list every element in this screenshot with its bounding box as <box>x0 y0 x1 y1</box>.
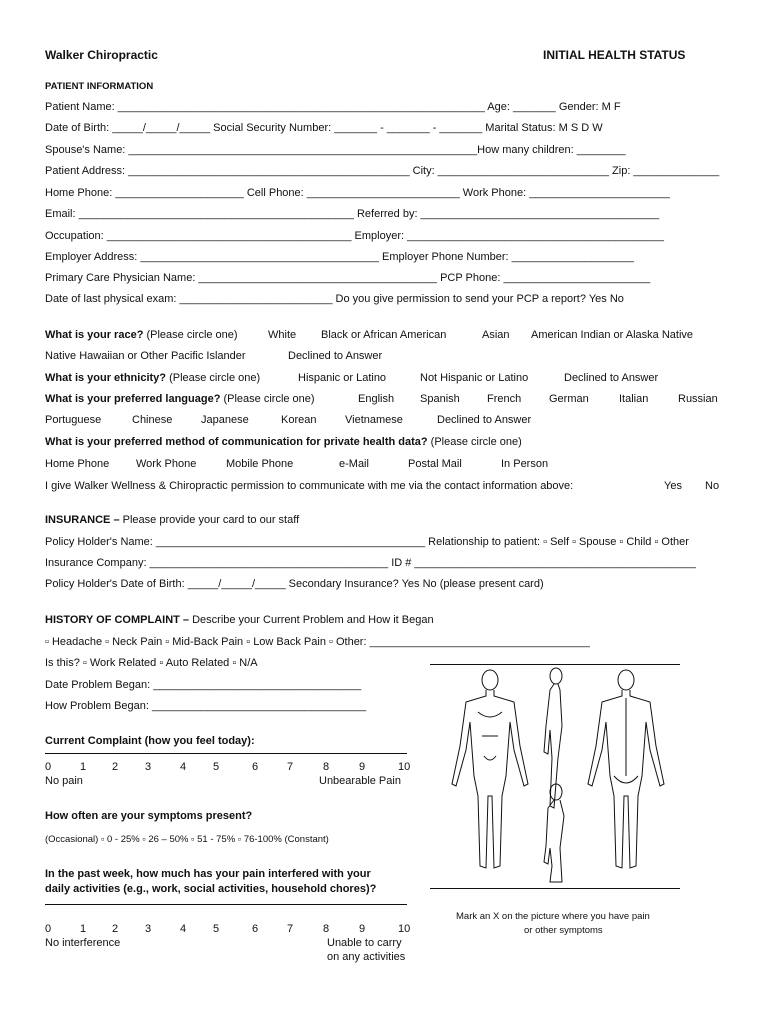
race-option-american-indian[interactable]: American Indian or Alaska Native <box>531 329 694 341</box>
diagram-bottom-rule <box>430 888 680 889</box>
interference-scale-value[interactable]: 9 <box>359 923 366 935</box>
patient-field-line[interactable]: Home Phone: _____________________ Cell Phone: _________________________ Work Phone: _______________________ <box>45 187 670 199</box>
permission-no[interactable]: No <box>705 480 720 492</box>
pain-scale-value[interactable]: 1 <box>80 761 87 773</box>
interference-scale-value[interactable]: 7 <box>287 923 294 935</box>
interference-title-line1: In the past week, how much has your pain interfered with your <box>45 868 371 880</box>
scale-high-label: Unbearable Pain <box>319 775 401 787</box>
comm-option-home-phone[interactable]: Home Phone <box>45 458 110 470</box>
complaint-heading: HISTORY OF COMPLAINT – Describe your Current Problem and How it Began <box>45 614 434 626</box>
language-option-french[interactable]: French <box>487 393 522 405</box>
form-title: INITIAL HEALTH STATUS <box>543 48 686 62</box>
interference-scale-value[interactable]: 10 <box>398 923 411 935</box>
pain-scale-value[interactable]: 0 <box>45 761 52 773</box>
race-option-declined[interactable]: Declined to Answer <box>288 350 383 362</box>
race-question: What is your race? (Please circle one) <box>45 329 238 341</box>
patient-field-line[interactable]: Spouse's Name: _________________________________________________________How many children: ________ <box>45 144 626 156</box>
policy-holder-name-field[interactable]: Policy Holder's Name: ____________________________________________ Relationship to patient: ▫ Self ▫ Spouse ▫ Child ▫ Other <box>45 536 689 548</box>
ethnicity-option-not-hispanic[interactable]: Not Hispanic or Latino <box>420 372 529 384</box>
race-option-asian[interactable]: Asian <box>482 329 510 341</box>
complaint-location-checkboxes[interactable]: ▫ Headache ▫ Neck Pain ▫ Mid-Back Pain ▫ Low Back Pain ▫ Other: ____________________________________ <box>45 636 590 648</box>
language-option-portuguese[interactable]: Portuguese <box>45 414 102 426</box>
comm-option-in-person[interactable]: In Person <box>501 458 549 470</box>
patient-field-line[interactable]: Email: _____________________________________________ Referred by: _______________________________________ <box>45 208 660 220</box>
race-option-black[interactable]: Black or African American <box>321 329 447 341</box>
divider <box>45 753 407 754</box>
date-problem-began-field[interactable]: Date Problem Began: __________________________________ <box>45 679 362 691</box>
interference-scale-value[interactable]: 3 <box>145 923 152 935</box>
language-option-chinese[interactable]: Chinese <box>132 414 173 426</box>
comm-option-email[interactable]: e-Mail <box>339 458 369 470</box>
interference-scale-value[interactable]: 5 <box>213 923 220 935</box>
interference-scale-value[interactable]: 1 <box>80 923 87 935</box>
pain-scale-value[interactable]: 10 <box>398 761 411 773</box>
how-problem-began-field[interactable]: How Problem Began: ___________________________________ <box>45 700 367 712</box>
insurance-company-field[interactable]: Insurance Company: _______________________________________ ID # ______________________________________________ <box>45 557 696 569</box>
frequency-title: How often are your symptoms present? <box>45 810 253 822</box>
frequency-checkboxes[interactable]: (Occasional) ▫ 0 - 25% ▫ 26 – 50% ▫ 51 - 75% ▫ 76-100% (Constant) <box>45 834 329 845</box>
race-option-pacific-islander[interactable]: Native Hawaiian or Other Pacific Islander <box>45 350 246 362</box>
permission-yes[interactable]: Yes <box>664 480 682 492</box>
pain-scale-value[interactable]: 2 <box>112 761 119 773</box>
patient-field-line[interactable]: Patient Address: ______________________________________________ City: ____________________________ Zip: ______________ <box>45 165 720 177</box>
patient-field-line[interactable]: Employer Address: _______________________________________ Employer Phone Number: ____________________ <box>45 251 634 263</box>
interference-high-label-2: on any activities <box>327 951 406 963</box>
language-option-korean[interactable]: Korean <box>281 414 317 426</box>
insurance-heading: INSURANCE – Please provide your card to our staff <box>45 514 300 526</box>
patient-field-line[interactable]: Patient Name: ____________________________________________________________ Age: _______ Gender: M F <box>45 101 621 113</box>
interference-scale-value[interactable]: 2 <box>112 923 119 935</box>
policy-holder-dob-field[interactable]: Policy Holder's Date of Birth: _____/_____/_____ Secondary Insurance? Yes No (please present card) <box>45 578 544 590</box>
body-diagram[interactable] <box>430 666 680 886</box>
diagram-caption-line1: Mark an X on the picture where you have pain <box>456 911 650 922</box>
interference-scale-value[interactable]: 6 <box>252 923 259 935</box>
permission-statement: I give Walker Wellness & Chiropractic permission to communicate with me via the contact information above: <box>45 480 574 492</box>
language-option-german[interactable]: German <box>549 393 589 405</box>
patient-section-title: PATIENT INFORMATION <box>45 81 154 92</box>
race-option-white[interactable]: White <box>268 329 297 341</box>
interference-high-label-1: Unable to carry <box>327 937 402 949</box>
patient-field-line[interactable]: Occupation: ________________________________________ Employer: __________________________________________ <box>45 230 665 242</box>
ethnicity-option-declined[interactable]: Declined to Answer <box>564 372 659 384</box>
language-option-spanish[interactable]: Spanish <box>420 393 460 405</box>
language-question: What is your preferred language? (Please circle one) <box>45 393 315 405</box>
side-body-figure[interactable] <box>544 668 564 882</box>
current-complaint-title: Current Complaint (how you feel today): <box>45 735 255 747</box>
patient-field-line[interactable]: Primary Care Physician Name: _______________________________________ PCP Phone: ________________________ <box>45 272 651 284</box>
pain-scale-value[interactable]: 6 <box>252 761 259 773</box>
patient-field-line[interactable]: Date of last physical exam: _________________________ Do you give permission to send your PCP a report? Yes No <box>45 293 624 305</box>
ethnicity-option-hispanic[interactable]: Hispanic or Latino <box>298 372 387 384</box>
language-option-vietnamese[interactable]: Vietnamese <box>345 414 403 426</box>
interference-low-label: No interference <box>45 937 121 949</box>
complaint-cause-checkboxes[interactable]: Is this? ▫ Work Related ▫ Auto Related ▫ N/A <box>45 657 258 669</box>
comm-option-work-phone[interactable]: Work Phone <box>136 458 197 470</box>
interference-scale-value[interactable]: 0 <box>45 923 52 935</box>
language-option-declined[interactable]: Declined to Answer <box>437 414 532 426</box>
scale-low-label: No pain <box>45 775 83 787</box>
back-body-figure[interactable] <box>588 670 664 868</box>
pain-scale-value[interactable]: 8 <box>323 761 330 773</box>
patient-field-line[interactable]: Date of Birth: _____/_____/_____ Social Security Number: _______ - _______ - _______ Marital Status: M S D W <box>45 122 603 134</box>
language-option-japanese[interactable]: Japanese <box>201 414 249 426</box>
diagram-top-rule <box>430 664 680 665</box>
pain-scale-value[interactable]: 5 <box>213 761 220 773</box>
pain-scale-value[interactable]: 3 <box>145 761 152 773</box>
language-option-english[interactable]: English <box>358 393 395 405</box>
communication-question: What is your preferred method of communication for private health data? (Please circle one) <box>45 436 522 448</box>
interference-scale-value[interactable]: 8 <box>323 923 330 935</box>
language-option-russian[interactable]: Russian <box>678 393 718 405</box>
comm-option-postal-mail[interactable]: Postal Mail <box>408 458 462 470</box>
divider <box>45 904 407 905</box>
language-option-italian[interactable]: Italian <box>619 393 649 405</box>
practice-name: Walker Chiropractic <box>45 48 158 62</box>
front-body-figure[interactable] <box>452 670 528 868</box>
interference-title-line2: daily activities (e.g., work, social activities, household chores)? <box>45 883 377 895</box>
comm-option-mobile-phone[interactable]: Mobile Phone <box>226 458 294 470</box>
pain-scale-value[interactable]: 9 <box>359 761 366 773</box>
interference-scale-value[interactable]: 4 <box>180 923 187 935</box>
ethnicity-question: What is your ethnicity? (Please circle one) <box>45 372 261 384</box>
diagram-caption-line2: or other symptoms <box>524 925 603 936</box>
pain-scale-value[interactable]: 7 <box>287 761 294 773</box>
pain-scale-value[interactable]: 4 <box>180 761 187 773</box>
